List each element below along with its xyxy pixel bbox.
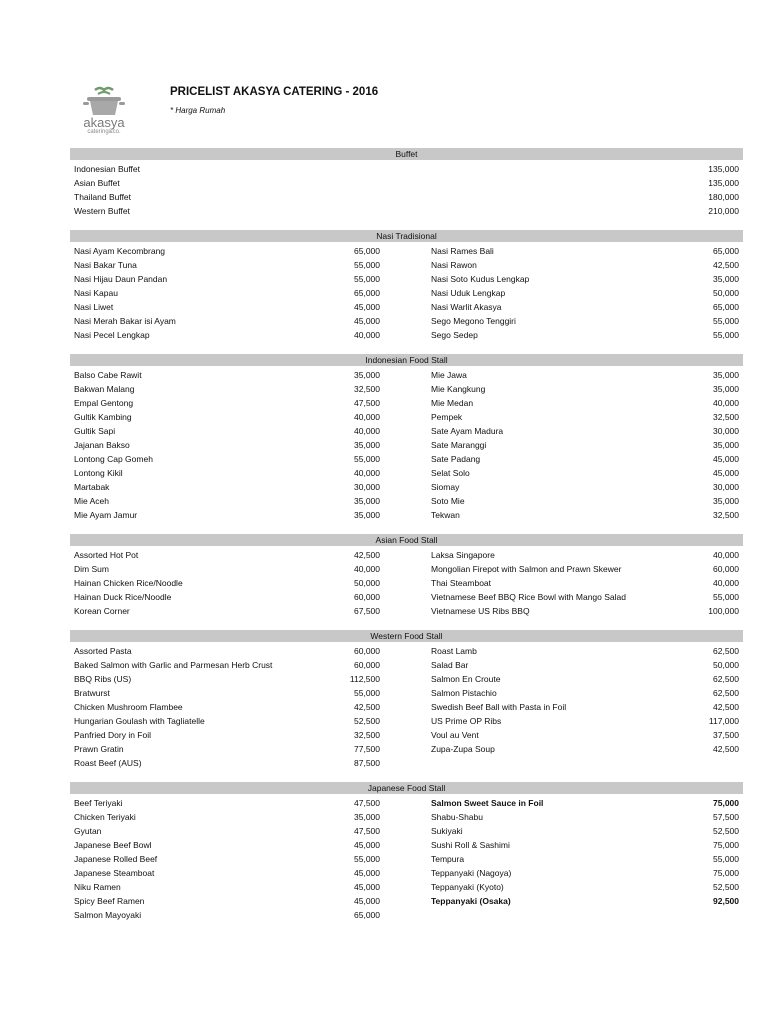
item-name: Nasi Hijau Daun Pandan (74, 274, 168, 284)
menu-row (70, 852, 743, 866)
menu-row (70, 576, 743, 590)
menu-section (70, 230, 743, 342)
item-price: 40,000 (354, 468, 380, 478)
menu-row (70, 452, 743, 466)
item-price: 55,000 (713, 592, 739, 602)
item-name: Mongolian Firepot with Salmon and Prawn Skewer (431, 564, 622, 574)
item-price: 65,000 (713, 246, 739, 256)
menu-row (70, 286, 743, 300)
item-price: 55,000 (713, 316, 739, 326)
item-price: 55,000 (354, 260, 380, 270)
item-name: Vietnamese US Ribs BBQ (431, 606, 530, 616)
menu-row (70, 368, 743, 382)
item-name: Western Buffet (74, 206, 130, 216)
item-price: 42,500 (713, 260, 739, 270)
item-price: 45,000 (713, 454, 739, 464)
item-price: 32,500 (713, 510, 739, 520)
menu-row (70, 258, 743, 272)
item-name: Soto Mie (431, 496, 465, 506)
item-name: Spicy Beef Ramen (74, 896, 145, 906)
item-price: 45,000 (354, 316, 380, 326)
item-price: 47,500 (354, 826, 380, 836)
item-price: 47,500 (354, 398, 380, 408)
item-price: 32,500 (354, 384, 380, 394)
menu-row (70, 548, 743, 562)
item-name: Voul au Vent (431, 730, 479, 740)
item-name: Bratwurst (74, 688, 110, 698)
item-name: Sate Ayam Madura (431, 426, 504, 436)
item-price: 40,000 (354, 330, 380, 340)
item-price: 65,000 (713, 302, 739, 312)
item-price: 75,000 (713, 798, 739, 808)
menu-row (70, 494, 743, 508)
item-price: 135,000 (708, 178, 739, 188)
menu-row (70, 190, 743, 204)
catering-pot-icon (78, 84, 130, 118)
menu-row (70, 908, 743, 922)
menu-row (70, 714, 743, 728)
item-price: 67,500 (354, 606, 380, 616)
item-price: 40,000 (354, 412, 380, 422)
menu-section (70, 534, 743, 618)
item-price: 45,000 (354, 868, 380, 878)
item-price: 45,000 (354, 302, 380, 312)
item-price: 52,500 (354, 716, 380, 726)
item-price: 57,500 (713, 812, 739, 822)
item-name: Nasi Rames Bali (431, 246, 494, 256)
item-price: 40,000 (354, 564, 380, 574)
item-price: 100,000 (708, 606, 739, 616)
item-name: Jajanan Bakso (74, 440, 130, 450)
section-header: Japanese Food Stall (70, 782, 743, 794)
logo-tagline: catering&co. (87, 129, 121, 135)
item-name: Hungarian Goulash with Tagliatelle (74, 716, 205, 726)
item-name: Nasi Ayam Kecombrang (74, 246, 166, 256)
item-name: Swedish Beef Ball with Pasta in Foil (431, 702, 567, 712)
menu-row (70, 644, 743, 658)
item-price: 35,000 (713, 496, 739, 506)
menu-row (70, 466, 743, 480)
menu-row (70, 756, 743, 770)
menu-row (70, 672, 743, 686)
item-name: Hainan Duck Rice/Noodle (74, 592, 172, 602)
menu-row (70, 382, 743, 396)
item-name: Pempek (431, 412, 463, 422)
item-price: 65,000 (354, 910, 380, 920)
item-name: Nasi Rawon (431, 260, 477, 270)
menu-row (70, 796, 743, 810)
item-name: Nasi Soto Kudus Lengkap (431, 274, 530, 284)
item-name: Mie Aceh (74, 496, 109, 506)
item-name: Sukiyaki (431, 826, 463, 836)
item-name: Roast Lamb (431, 646, 477, 656)
item-price: 40,000 (713, 398, 739, 408)
menu-row (70, 162, 743, 176)
menu-row (70, 272, 743, 286)
item-name: Gultik Sapi (74, 426, 116, 436)
menu-row (70, 204, 743, 218)
item-price: 40,000 (713, 578, 739, 588)
section-header: Western Food Stall (70, 630, 743, 642)
item-price: 42,500 (354, 550, 380, 560)
item-price: 35,000 (354, 812, 380, 822)
item-name: Chicken Teriyaki (74, 812, 136, 822)
menu-section (70, 148, 743, 218)
section-header: Buffet (70, 148, 743, 160)
menu-row (70, 824, 743, 838)
item-price: 35,000 (354, 440, 380, 450)
pricelist-sections (70, 148, 743, 934)
item-name: Nasi Pecel Lengkap (74, 330, 150, 340)
item-price: 92,500 (713, 896, 739, 906)
item-price: 75,000 (713, 868, 739, 878)
item-price: 62,500 (713, 674, 739, 684)
item-name: Niku Ramen (74, 882, 121, 892)
item-name: Hainan Chicken Rice/Noodle (74, 578, 183, 588)
item-name: Thailand Buffet (74, 192, 132, 202)
item-name: Bakwan Malang (74, 384, 135, 394)
item-price: 50,000 (713, 660, 739, 670)
menu-row (70, 658, 743, 672)
menu-row (70, 244, 743, 258)
item-price: 35,000 (354, 496, 380, 506)
item-price: 55,000 (713, 854, 739, 864)
item-name: Prawn Gratin (74, 744, 124, 754)
item-name: Mie Jawa (431, 370, 467, 380)
item-price: 35,000 (713, 370, 739, 380)
item-name: Nasi Kapau (74, 288, 118, 298)
item-price: 37,500 (713, 730, 739, 740)
item-price: 45,000 (354, 896, 380, 906)
item-price: 50,000 (713, 288, 739, 298)
item-price: 32,500 (713, 412, 739, 422)
item-price: 60,000 (713, 564, 739, 574)
item-price: 62,500 (713, 688, 739, 698)
item-name: Japanese Rolled Beef (74, 854, 158, 864)
item-price: 40,000 (713, 550, 739, 560)
menu-row (70, 176, 743, 190)
item-name: Empal Gentong (74, 398, 134, 408)
menu-row (70, 728, 743, 742)
item-name: Sego Sedep (431, 330, 478, 340)
menu-row (70, 838, 743, 852)
item-price: 60,000 (354, 646, 380, 656)
item-name: Sate Padang (431, 454, 481, 464)
item-name: Baked Salmon with Garlic and Parmesan Herb Crust (74, 660, 273, 670)
item-name: Gyutan (74, 826, 102, 836)
item-price: 77,500 (354, 744, 380, 754)
section-header: Indonesian Food Stall (70, 354, 743, 366)
menu-row (70, 894, 743, 908)
item-price: 62,500 (713, 646, 739, 656)
menu-row (70, 590, 743, 604)
item-name: Sushi Roll & Sashimi (431, 840, 510, 850)
item-name: Teppanyaki (Osaka) (431, 896, 511, 906)
company-logo (78, 84, 130, 146)
item-price: 55,000 (354, 454, 380, 464)
item-price: 30,000 (713, 426, 739, 436)
item-price: 35,000 (713, 274, 739, 284)
item-name: Assorted Hot Pot (74, 550, 139, 560)
item-name: Assorted Pasta (74, 646, 132, 656)
item-name: Beef Teriyaki (74, 798, 123, 808)
item-name: Nasi Liwet (74, 302, 114, 312)
item-price: 65,000 (354, 246, 380, 256)
item-price: 52,500 (713, 826, 739, 836)
item-name: Asian Buffet (74, 178, 120, 188)
item-price: 45,000 (713, 468, 739, 478)
item-name: Selat Solo (431, 468, 470, 478)
menu-row (70, 410, 743, 424)
item-name: Zupa-Zupa Soup (431, 744, 495, 754)
item-price: 42,500 (713, 702, 739, 712)
menu-row (70, 742, 743, 756)
section-header: Nasi Tradisional (70, 230, 743, 242)
item-price: 60,000 (354, 592, 380, 602)
item-name: BBQ Ribs (US) (74, 674, 132, 684)
menu-row (70, 328, 743, 342)
item-price: 40,000 (354, 426, 380, 436)
item-name: Japanese Steamboat (74, 868, 155, 878)
menu-row (70, 866, 743, 880)
item-name: Vietnamese Beef BBQ Rice Bowl with Mango Salad (431, 592, 626, 602)
item-name: US Prime OP Ribs (431, 716, 502, 726)
item-price: 52,500 (713, 882, 739, 892)
item-name: Korean Corner (74, 606, 130, 616)
menu-row (70, 686, 743, 700)
item-name: Martabak (74, 482, 110, 492)
item-name: Roast Beef (AUS) (74, 758, 142, 768)
menu-section (70, 782, 743, 922)
item-price: 180,000 (708, 192, 739, 202)
item-price: 55,000 (354, 688, 380, 698)
item-price: 35,000 (354, 510, 380, 520)
item-name: Salmon En Croute (431, 674, 501, 684)
item-price: 30,000 (354, 482, 380, 492)
page-title: PRICELIST AKASYA CATERING - 2016 (170, 86, 379, 98)
item-price: 55,000 (354, 854, 380, 864)
item-price: 117,000 (708, 716, 739, 726)
item-name: Teppanyaki (Kyoto) (431, 882, 504, 892)
item-price: 87,500 (354, 758, 380, 768)
item-name: Salmon Mayoyaki (74, 910, 142, 920)
item-price: 35,000 (713, 440, 739, 450)
item-name: Chicken Mushroom Flambee (74, 702, 183, 712)
item-price: 35,000 (354, 370, 380, 380)
item-name: Lontong Cap Gomeh (74, 454, 153, 464)
menu-row (70, 604, 743, 618)
item-price: 135,000 (708, 164, 739, 174)
menu-row (70, 300, 743, 314)
item-name: Laksa Singapore (431, 550, 495, 560)
item-name: Indonesian Buffet (74, 164, 141, 174)
item-name: Salad Bar (431, 660, 469, 670)
item-price: 45,000 (354, 840, 380, 850)
item-name: Panfried Dory in Foil (74, 730, 152, 740)
item-price: 65,000 (354, 288, 380, 298)
menu-row (70, 396, 743, 410)
item-name: Teppanyaki (Nagoya) (431, 868, 512, 878)
item-name: Balso Cabe Rawit (74, 370, 142, 380)
item-name: Salmon Pistachio (431, 688, 497, 698)
menu-row (70, 424, 743, 438)
menu-row (70, 438, 743, 452)
menu-row (70, 700, 743, 714)
item-price: 32,500 (354, 730, 380, 740)
item-name: Thai Steamboat (431, 578, 492, 588)
item-price: 45,000 (354, 882, 380, 892)
menu-row (70, 562, 743, 576)
item-name: Sate Maranggi (431, 440, 487, 450)
section-header: Asian Food Stall (70, 534, 743, 546)
item-name: Nasi Uduk Lengkap (431, 288, 506, 298)
item-name: Sego Megono Tenggiri (431, 316, 516, 326)
item-price: 42,500 (713, 744, 739, 754)
item-price: 210,000 (708, 206, 739, 216)
item-name: Nasi Warlit Akasya (431, 302, 502, 312)
menu-section (70, 354, 743, 522)
item-price: 55,000 (354, 274, 380, 284)
logo-brand-text: akasya (83, 115, 125, 130)
item-name: Siomay (431, 482, 460, 492)
menu-row (70, 880, 743, 894)
item-price: 42,500 (354, 702, 380, 712)
item-name: Shabu-Shabu (431, 812, 483, 822)
item-price: 30,000 (713, 482, 739, 492)
item-name: Tekwan (431, 510, 460, 520)
menu-row (70, 508, 743, 522)
item-name: Lontong Kikil (74, 468, 123, 478)
menu-section (70, 630, 743, 770)
item-price: 55,000 (713, 330, 739, 340)
item-name: Gultik Kambing (74, 412, 132, 422)
item-name: Tempura (431, 854, 465, 864)
item-name: Mie Ayam Jamur (74, 510, 138, 520)
item-name: Nasi Merah Bakar isi Ayam (74, 316, 176, 326)
item-price: 47,500 (354, 798, 380, 808)
menu-row (70, 480, 743, 494)
item-name: Mie Medan (431, 398, 474, 408)
item-price: 50,000 (354, 578, 380, 588)
item-price: 112,500 (349, 674, 380, 684)
item-price: 75,000 (713, 840, 739, 850)
price-note: * Harga Rumah (170, 106, 226, 115)
menu-row (70, 810, 743, 824)
menu-row (70, 314, 743, 328)
item-name: Dim Sum (74, 564, 109, 574)
item-price: 60,000 (354, 660, 380, 670)
item-name: Salmon Sweet Sauce in Foil (431, 798, 544, 808)
item-name: Japanese Beef Bowl (74, 840, 152, 850)
item-price: 35,000 (713, 384, 739, 394)
item-name: Nasi Bakar Tuna (74, 260, 137, 270)
item-name: Mie Kangkung (431, 384, 486, 394)
